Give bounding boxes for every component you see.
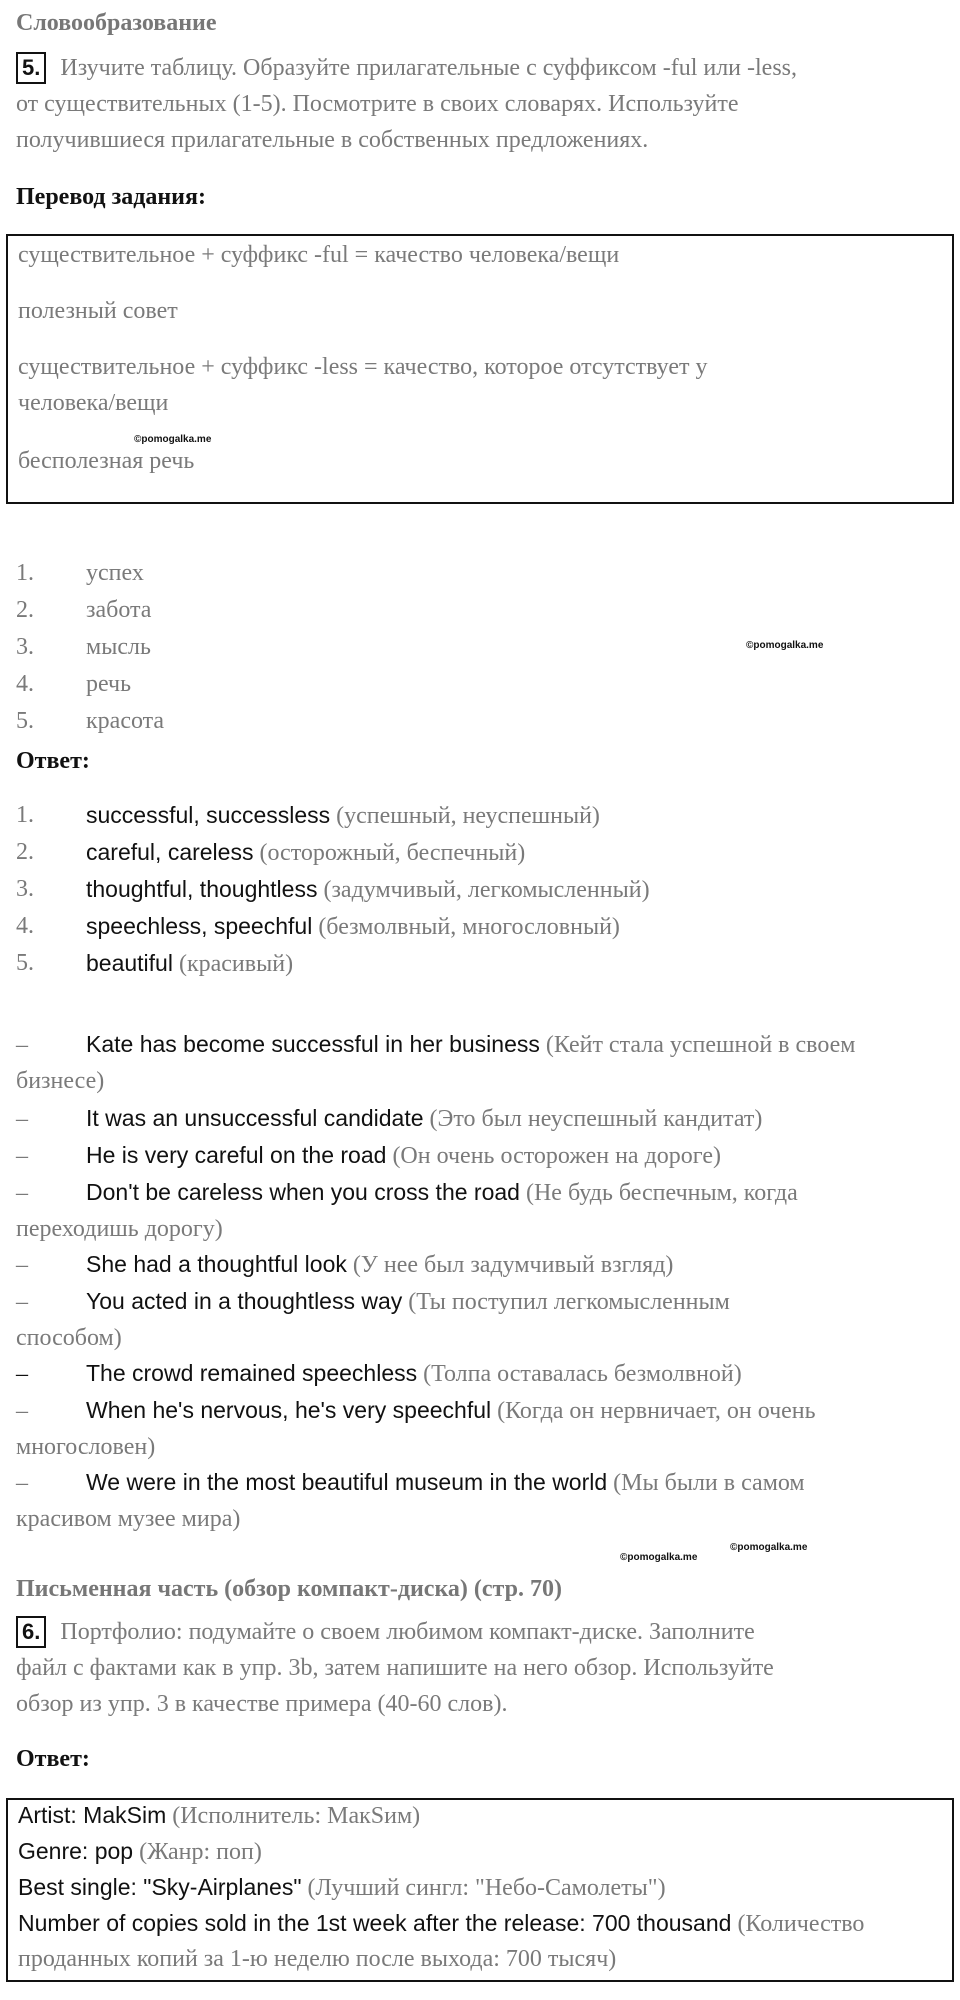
- dash: –: [16, 1398, 28, 1424]
- sentence-en: You acted in a thoughtless way: [86, 1288, 403, 1314]
- sentence-ru-cont: бизнесе): [16, 1068, 105, 1094]
- watermark: ©pomogalka.me: [730, 1542, 808, 1553]
- sentence-item: [16, 1174, 946, 1247]
- task-6-line3: обзор из упр. 3 в качестве примера (40-60 слов).: [16, 1691, 508, 1717]
- noun-word: речь: [86, 671, 132, 697]
- adjective-en: careful, careless: [86, 839, 254, 865]
- dash: –: [16, 1143, 28, 1169]
- rule-example-less: бесполезная речь: [18, 448, 195, 474]
- sentence-item: [16, 1100, 946, 1137]
- sentence-en: We were in the most beautiful museum in the world: [86, 1469, 608, 1495]
- rule-box: [6, 234, 954, 504]
- adjective-row: [86, 876, 650, 904]
- sentence-item: [16, 1464, 946, 1537]
- adjective-number: 5.: [16, 950, 34, 976]
- cd-genre-ru: (Жанр: поп): [139, 1839, 262, 1865]
- task-5-line2: от существительных (1-5). Посмотрите в своих словарях. Используйте: [16, 91, 739, 117]
- adjective-en: beautiful: [86, 950, 173, 976]
- sentence-item: [16, 1283, 946, 1356]
- noun-number: 3.: [16, 634, 34, 660]
- adjective-number: 1.: [16, 802, 34, 828]
- noun-word: забота: [86, 597, 152, 623]
- adjective-number: 2.: [16, 839, 34, 865]
- sentence-en: The crowd remained speechless: [86, 1360, 418, 1386]
- cd-artist: [18, 1802, 420, 1830]
- sentence-en: She had a thoughtful look: [86, 1251, 347, 1277]
- dash: –: [16, 1361, 28, 1387]
- adjective-ru: (задумчивый, легкомысленный): [323, 877, 650, 903]
- adjective-en: speechless, speechful: [86, 913, 313, 939]
- adjective-row: [86, 802, 600, 830]
- task-5-text: Изучите таблицу. Образуйте прилагательные с суффиксом -ful или -less,: [60, 55, 798, 81]
- adjective-ru: (безмолвный, многословный): [318, 914, 620, 940]
- sentence-ru-cont: многословен): [16, 1434, 156, 1460]
- sentence-ru: (Он очень осторожен на дороге): [392, 1143, 721, 1169]
- adjective-row: [86, 839, 525, 867]
- task-6-line2: файл с фактами как в упр. 3b, затем напишите на него обзор. Используйте: [16, 1655, 774, 1681]
- sentence-ru-cont: способом): [16, 1325, 122, 1351]
- sentence-ru: (Ты поступил легкомысленным: [408, 1289, 730, 1315]
- sentence-en: Kate has become successful in her business: [86, 1031, 540, 1057]
- sentence-ru: (Когда он нервничает, он очень: [497, 1398, 816, 1424]
- cd-single-ru: (Лучший сингл: "Небо-Самолеты"): [307, 1875, 666, 1901]
- cd-copies-cont: проданных копий за 1-ю неделю после выхода: 700 тысяч): [18, 1946, 617, 1972]
- sentence-item: [16, 1246, 946, 1283]
- adjective-row: [86, 950, 293, 978]
- watermark: ©pomogalka.me: [620, 1552, 698, 1563]
- dash: –: [16, 1032, 28, 1058]
- watermark: ©pomogalka.me: [746, 640, 824, 651]
- cd-genre: [18, 1838, 262, 1866]
- dash: –: [16, 1289, 28, 1315]
- adjective-number: 4.: [16, 913, 34, 939]
- adjective-ru: (успешный, неуспешный): [336, 803, 600, 829]
- noun-number: 1.: [16, 560, 34, 586]
- dash: –: [16, 1106, 28, 1132]
- sentence-en: Don't be careless when you cross the road: [86, 1179, 520, 1205]
- cd-artist-ru: (Исполнитель: МакSим): [172, 1803, 421, 1829]
- sentence-ru-cont: переходишь дорогу): [16, 1216, 223, 1242]
- sentence-ru: (У нее был задумчивый взгляд): [352, 1252, 674, 1278]
- rule-line-less-a: существительное + суффикс -less = качество, которое отсутствует у: [18, 354, 708, 380]
- watermark: ©pomogalka.me: [134, 434, 212, 445]
- adjective-number: 3.: [16, 876, 34, 902]
- noun-word: мысль: [86, 634, 151, 660]
- noun-word: красота: [86, 708, 165, 734]
- sentence-ru: (Не будь беспечным, когда: [525, 1180, 798, 1206]
- sentence-en: It was an unsuccessful candidate: [86, 1105, 424, 1131]
- cd-artist-en: Artist: MakSim: [18, 1802, 167, 1828]
- rule-example-ful: полезный совет: [18, 298, 178, 324]
- translation-heading: Перевод задания:: [16, 184, 206, 210]
- sentence-en: He is very careful on the road: [86, 1142, 387, 1168]
- dash: –: [16, 1180, 28, 1206]
- adjective-en: thoughtful, thoughtless: [86, 876, 318, 902]
- sentence-item: [16, 1355, 946, 1392]
- cd-single-en: Best single: "Sky-Airplanes": [18, 1874, 302, 1900]
- sentence-ru: (Это был неуспешный кандитат): [429, 1106, 763, 1132]
- task-5-line1: [16, 50, 797, 86]
- noun-number: 4.: [16, 671, 34, 697]
- task-5-line3: получившиеся прилагательные в собственных предложениях.: [16, 127, 649, 153]
- task-number-badge: 5.: [16, 52, 46, 84]
- section-title: Словообразование: [16, 10, 217, 36]
- sentence-ru: (Мы были в самом: [613, 1470, 805, 1496]
- adjective-en: successful, successless: [86, 802, 331, 828]
- adjective-row: [86, 913, 620, 941]
- sentence-item: [16, 1137, 946, 1174]
- adjective-ru: (красивый): [178, 951, 294, 977]
- task-6-line1: [16, 1614, 755, 1650]
- rule-line-less-b: человека/вещи: [18, 390, 169, 416]
- sentence-en: When he's nervous, he's very speechful: [86, 1397, 492, 1423]
- sentence-ru: (Толпа оставалась безмолвной): [423, 1361, 742, 1387]
- noun-number: 2.: [16, 597, 34, 623]
- task-number-badge: 6.: [16, 1616, 46, 1648]
- sentence-ru-cont: красивом музее мира): [16, 1506, 241, 1532]
- noun-word: успех: [86, 560, 144, 586]
- answer-heading: Ответ:: [16, 1746, 90, 1772]
- task-6-text: Портфолио: подумайте о своем любимом компакт-диске. Заполните: [60, 1619, 755, 1645]
- cd-copies-en: Number of copies sold in the 1st week after the release: 700 thousand: [18, 1910, 732, 1936]
- cd-copies-ru: (Количество: [737, 1911, 865, 1937]
- sentence-item: [16, 1026, 946, 1099]
- cd-best-single: [18, 1874, 666, 1902]
- rule-line-ful: существительное + суффикс -ful = качество человека/вещи: [18, 242, 620, 268]
- section-title: Письменная часть (обзор компакт-диска) (стр. 70): [16, 1576, 562, 1602]
- cd-copies: [18, 1910, 864, 1938]
- dash: –: [16, 1252, 28, 1278]
- answer-heading: Ответ:: [16, 748, 90, 774]
- dash: –: [16, 1470, 28, 1496]
- noun-number: 5.: [16, 708, 34, 734]
- adjective-ru: (осторожный, беспечный): [259, 840, 526, 866]
- sentence-item: [16, 1392, 946, 1465]
- cd-genre-en: Genre: pop: [18, 1838, 134, 1864]
- cd-facts-box: [6, 1798, 954, 1982]
- sentence-ru: (Кейт стала успешной в своем: [545, 1032, 856, 1058]
